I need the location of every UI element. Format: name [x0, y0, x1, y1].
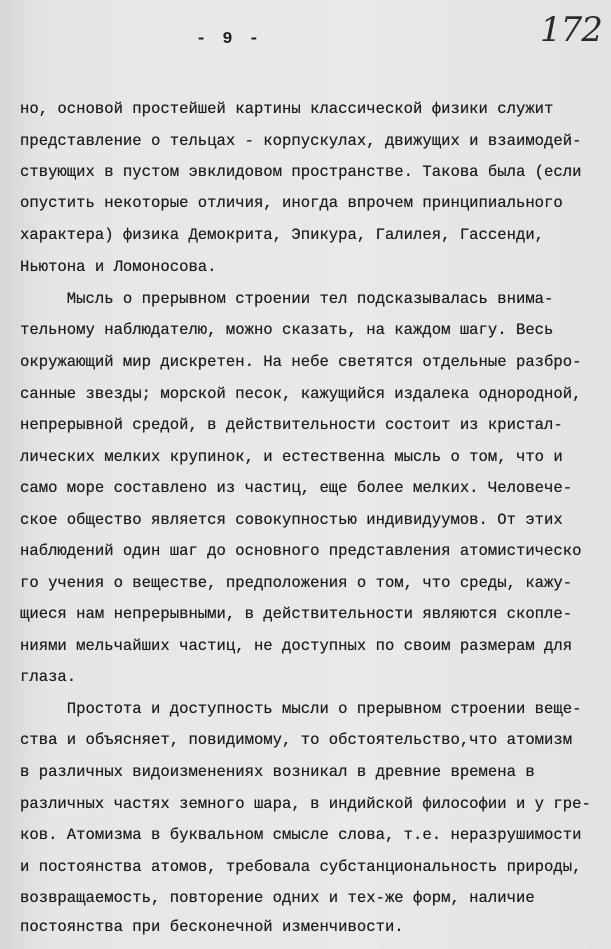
text-line: характера) физика Демокрита, Эпикура, Галилея, Гассенди,: [20, 226, 545, 244]
text-line: различных частях земного шара, в индийской философии и у гре-: [20, 795, 591, 813]
text-line: ское общество является совокупностью индивидуумов. От этих: [20, 511, 563, 529]
text-line: го учения о веществе, предположения о том, что среды, кажу-: [20, 574, 573, 592]
text-line: Ньютона и Ломоносова.: [20, 258, 217, 276]
text-line: окружающий мир дискретен. На небе светятся отдельные разбро-: [20, 353, 582, 371]
text-line: и постоянства атомов, требовала субстанциональность природы,: [20, 858, 582, 876]
text-line: глаза.: [20, 668, 77, 686]
text-line: наблюдений один шаг до основного представления атомистическо: [20, 542, 582, 560]
text-line: тельному наблюдателю, можно сказать, на каждом шагу. Весь: [20, 321, 554, 339]
text-line: ствующих в пустом эвклидовом пространстве. Такова была (если: [20, 163, 582, 181]
text-line: возвращаемость, повторение одних и тех-же форм, наличие: [20, 889, 535, 907]
text-line: Мысль о прерывном строении тел подсказывалась внима-: [20, 290, 554, 308]
text-line: в различных видоизменениях возникал в древние времена в: [20, 763, 535, 781]
text-line: ниями мельчайших частиц, не доступных по своим размерам для: [20, 637, 573, 655]
text-line: лических мелких крупинок, и естественна мысль о том, что и: [20, 448, 563, 466]
text-line: представление о тельцах - корпускулах, движущих и взаимодей-: [20, 132, 582, 150]
text-line: опустить некоторые отличия, иногда впрочем принципиального: [20, 194, 563, 212]
text-line: постоянства при бесконечной изменчивости.: [20, 918, 404, 936]
text-line: ков. Атомизма в буквальном смысле слова, т.е. неразрушимости: [20, 826, 582, 844]
text-line: санные звезды; морской песок, кажущийся издалека однородной,: [20, 385, 582, 403]
handwritten-archive-number: 172: [540, 10, 602, 50]
text-line: но, основой простейшей картины классической физики служит: [20, 100, 554, 118]
text-line: Простота и доступность мысли о прерывном строении веще-: [20, 700, 582, 718]
text-line: само море составлено из частиц, еще более мелких. Человече-: [20, 479, 573, 497]
text-line: непрерывной средой, в действительности состоит из кристал-: [20, 416, 563, 434]
text-line: щиеся нам непрерывными, в действительности являются скопле-: [20, 605, 573, 623]
text-line: ства и объясняет, повидимому, то обстоятельство,что атомизм: [20, 731, 573, 749]
page-number: - 9 -: [196, 30, 263, 49]
